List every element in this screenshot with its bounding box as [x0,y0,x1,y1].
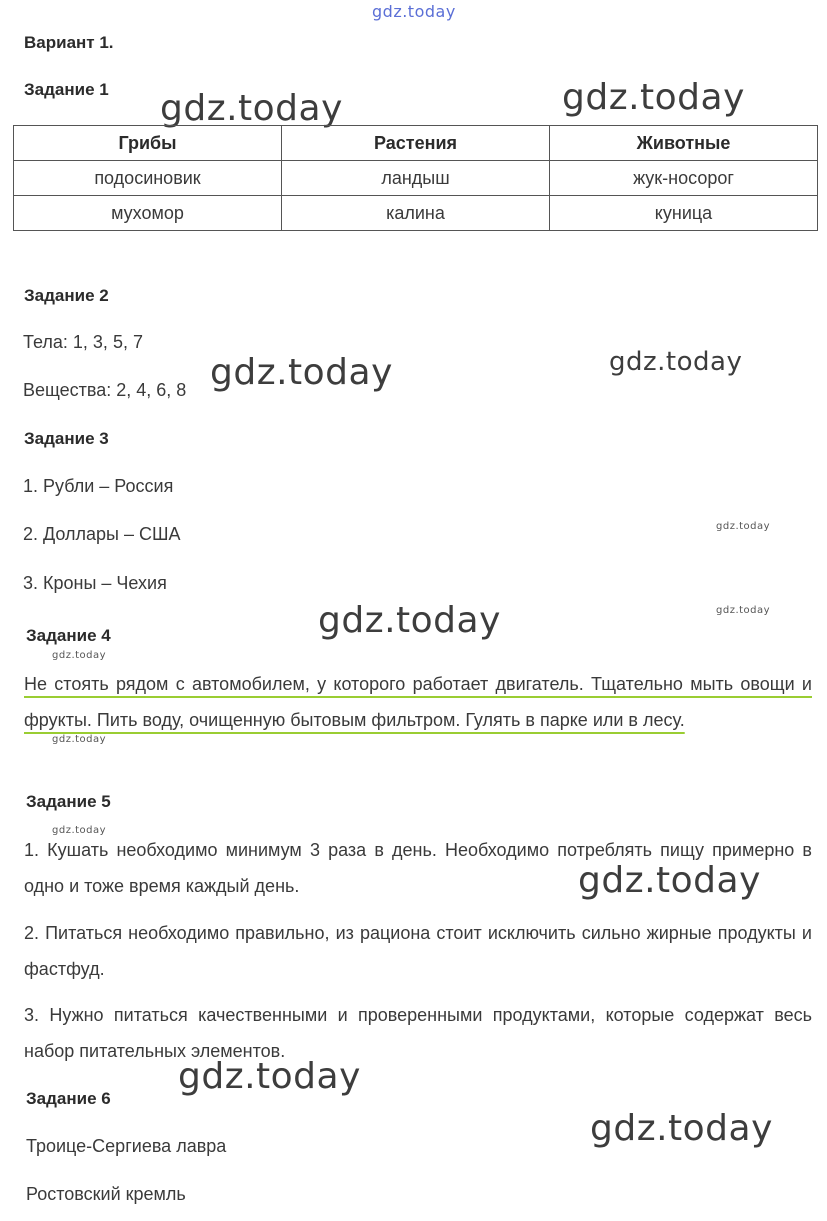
watermark: gdz.today [210,352,393,393]
task-2-heading: Задание 2 [24,286,109,305]
task-3-line: 2. Доллары – США [23,524,181,544]
watermark: gdz.today [52,734,107,745]
task-2-line: Тела: 1, 3, 5, 7 [23,332,143,352]
task-3-heading: Задание 3 [24,429,109,448]
table-cell: подосиновик [14,161,282,196]
watermark: gdz.today [578,860,761,901]
task-5-paragraph: 2. Питаться необходимо правильно, из рациона стоит исключить сильно жирные продукты и фастфуд. [24,923,812,979]
table-row [14,196,818,231]
task-6-line: Троице-Сергиева лавра [26,1136,227,1156]
watermark: gdz.today [52,650,107,661]
column-header: Животные [550,126,818,161]
table-row [14,161,818,196]
watermark: gdz.today [609,347,743,377]
task-5-paragraph: 3. Нужно питаться качественными и проверенными продуктами, которые содержат весь набор питательных элементов. [24,1005,812,1061]
task-5-heading: Задание 5 [26,792,111,811]
watermark: gdz.today [716,605,771,616]
task-6-line: Ростовский кремль [26,1184,186,1204]
watermark: gdz.today [716,521,771,532]
table-cell: калина [282,196,550,231]
task-4-text: Не стоять рядом с автомобилем, у которого работает двигатель. Тщательно мыть овощи и фрукты. Пить воду, очищенную бытовым фильтром. Гулять в парке или в лесу. [24,674,812,730]
task-1-table [13,125,818,231]
task-5-paragraph: 1. Кушать необходимо минимум 3 раза в день. Необходимо потреблять пищу примерно в одно и тоже время каждый день. [24,840,812,896]
watermark-top: gdz.today [372,2,456,21]
table-cell: куница [550,196,818,231]
task-1-heading: Задание 1 [24,80,109,99]
column-header: Грибы [14,126,282,161]
table-cell: мухомор [14,196,282,231]
watermark: gdz.today [318,600,501,641]
table-header-row [14,126,818,161]
task-3-line: 1. Рубли – Россия [23,476,174,496]
watermark: gdz.today [160,88,343,129]
variant-title: Вариант 1. [24,33,114,52]
watermark: gdz.today [178,1056,361,1097]
table-cell: жук-носорог [550,161,818,196]
table-cell: ландыш [282,161,550,196]
task-3-line: 3. Кроны – Чехия [23,573,167,593]
watermark: gdz.today [562,77,745,118]
task-6-heading: Задание 6 [26,1089,111,1108]
column-header: Растения [282,126,550,161]
watermark: gdz.today [52,825,107,836]
task-4-heading: Задание 4 [26,626,111,645]
task-2-line: Вещества: 2, 4, 6, 8 [23,380,187,400]
watermark: gdz.today [590,1108,773,1149]
